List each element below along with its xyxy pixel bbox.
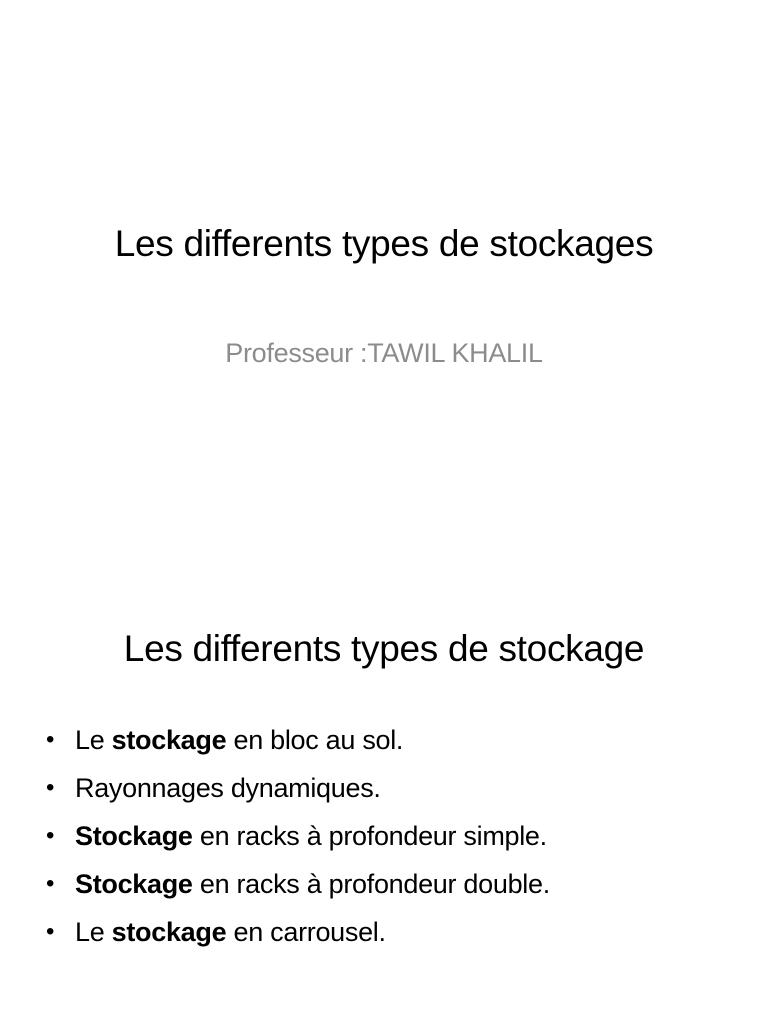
bullet-icon: • [46,774,55,801]
item-text: Le [75,917,112,947]
list-item [40,764,550,812]
content-slide [0,512,768,1024]
list-item [40,908,550,956]
item-text: en bloc au sol. [226,725,404,755]
item-bold-text: stockage [111,725,227,755]
bullet-icon: • [46,726,55,753]
item-text: Le [75,725,112,755]
item-text: en racks à profondeur double. [192,869,550,899]
item-text: Rayonnages dynamiques. [75,773,381,803]
slide-title: Les differents types de stockage [123,628,645,669]
bullet-icon: • [46,822,55,849]
presentation-title: Les differents types de stockages [114,223,654,264]
item-bold-text: Stockage [75,869,193,899]
bullet-icon: • [46,918,55,945]
bullet-list [40,716,550,956]
item-text: en carrousel. [226,917,386,947]
presentation-subtitle: Professeur :TAWIL KHALIL [225,338,543,368]
list-item [40,812,550,860]
item-bold-text: Stockage [75,821,193,851]
item-text: en racks à profondeur simple. [192,821,547,851]
item-bold-text: stockage [111,917,227,947]
bullet-icon: • [46,870,55,897]
list-item [40,716,550,764]
list-item [40,860,550,908]
